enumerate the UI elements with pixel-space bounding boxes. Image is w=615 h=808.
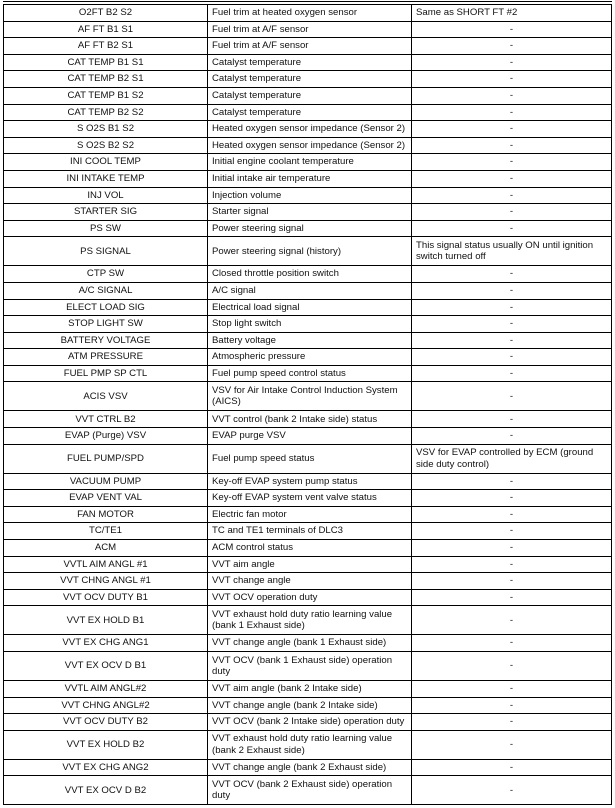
item-cell: A/C SIGNAL xyxy=(4,282,208,299)
item-cell: FUEL PMP SP CTL xyxy=(4,365,208,382)
description-cell: VVT OCV (bank 2 Intake side) operation duty xyxy=(208,714,412,731)
table-row xyxy=(4,759,612,776)
table-row xyxy=(4,730,612,759)
table-row xyxy=(4,170,612,187)
item-cell: STOP LIGHT SW xyxy=(4,316,208,333)
table-row xyxy=(4,220,612,237)
table-row xyxy=(4,365,612,382)
description-cell: EVAP purge VSV xyxy=(208,428,412,445)
description-cell: Battery voltage xyxy=(208,332,412,349)
description-cell: Heated oxygen sensor impedance (Sensor 2) xyxy=(208,121,412,138)
description-cell: TC and TE1 terminals of DLC3 xyxy=(208,523,412,540)
note-cell: - xyxy=(412,411,612,428)
note-cell: - xyxy=(412,38,612,55)
description-cell: Closed throttle position switch xyxy=(208,266,412,283)
item-cell: CAT TEMP B2 S1 xyxy=(4,71,208,88)
item-cell: AF FT B1 S1 xyxy=(4,21,208,38)
note-cell: - xyxy=(412,606,612,635)
description-cell: Initial intake air temperature xyxy=(208,170,412,187)
description-cell: Fuel pump speed status xyxy=(208,444,412,473)
note-cell: - xyxy=(412,523,612,540)
note-cell: - xyxy=(412,282,612,299)
item-cell: ACM xyxy=(4,540,208,557)
table-row xyxy=(4,606,612,635)
table-row xyxy=(4,556,612,573)
table-row xyxy=(4,523,612,540)
item-cell: ATM PRESSURE xyxy=(4,349,208,366)
table-row xyxy=(4,473,612,490)
table-row xyxy=(4,714,612,731)
description-cell: VSV for Air Intake Control Induction System (AICS) xyxy=(208,382,412,411)
note-cell: Same as SHORT FT #2 xyxy=(412,5,612,22)
description-cell: Power steering signal (history) xyxy=(208,237,412,266)
item-cell: EVAP VENT VAL xyxy=(4,490,208,507)
note-cell: - xyxy=(412,759,612,776)
table-row xyxy=(4,573,612,590)
description-cell: A/C signal xyxy=(208,282,412,299)
item-cell: TC/TE1 xyxy=(4,523,208,540)
table-row xyxy=(4,87,612,104)
description-cell: Fuel trim at A/F sensor xyxy=(208,38,412,55)
description-cell: VVT OCV (bank 1 Exhaust side) operation duty xyxy=(208,652,412,681)
table-row xyxy=(4,121,612,138)
description-cell: Injection volume xyxy=(208,187,412,204)
note-cell: - xyxy=(412,104,612,121)
item-cell: AF FT B2 S1 xyxy=(4,38,208,55)
item-cell: ELECT LOAD SIG xyxy=(4,299,208,316)
note-cell: - xyxy=(412,697,612,714)
description-cell: Power steering signal xyxy=(208,220,412,237)
note-cell: - xyxy=(412,71,612,88)
description-cell: Key-off EVAP system vent valve status xyxy=(208,490,412,507)
description-cell: VVT exhaust hold duty ratio learning value (bank 2 Exhaust side) xyxy=(208,730,412,759)
table-row xyxy=(4,5,612,22)
description-cell: VVT OCV operation duty xyxy=(208,589,412,606)
note-cell: - xyxy=(412,332,612,349)
description-cell: Fuel trim at heated oxygen sensor xyxy=(208,5,412,22)
note-cell: - xyxy=(412,714,612,731)
description-cell: Electric fan motor xyxy=(208,506,412,523)
item-cell: PS SW xyxy=(4,220,208,237)
table-row xyxy=(4,282,612,299)
table-row xyxy=(4,540,612,557)
description-cell: VVT change angle (bank 2 Intake side) xyxy=(208,697,412,714)
note-cell: - xyxy=(412,154,612,171)
note-cell: - xyxy=(412,490,612,507)
table-row xyxy=(4,411,612,428)
description-cell: Initial engine coolant temperature xyxy=(208,154,412,171)
item-cell: VVT CTRL B2 xyxy=(4,411,208,428)
item-cell: VVT CHNG ANGL #1 xyxy=(4,573,208,590)
description-cell: Catalyst temperature xyxy=(208,71,412,88)
table-row xyxy=(4,104,612,121)
note-cell: - xyxy=(412,204,612,221)
note-cell: - xyxy=(412,54,612,71)
item-cell: BATTERY VOLTAGE xyxy=(4,332,208,349)
table-row xyxy=(4,154,612,171)
table-row xyxy=(4,697,612,714)
item-cell: ACIS VSV xyxy=(4,382,208,411)
item-cell: PS SIGNAL xyxy=(4,237,208,266)
item-cell: VVTL AIM ANGL#2 xyxy=(4,681,208,698)
item-cell: EVAP (Purge) VSV xyxy=(4,428,208,445)
description-cell: VVT aim angle (bank 2 Intake side) xyxy=(208,681,412,698)
table-row xyxy=(4,681,612,698)
description-cell: Catalyst temperature xyxy=(208,54,412,71)
table-row xyxy=(4,635,612,652)
note-cell: - xyxy=(412,137,612,154)
table-top-rule xyxy=(3,1,612,2)
description-cell: VVT change angle xyxy=(208,573,412,590)
table-row xyxy=(4,137,612,154)
item-cell: VVT CHNG ANGL#2 xyxy=(4,697,208,714)
table-row xyxy=(4,506,612,523)
description-cell: Key-off EVAP system pump status xyxy=(208,473,412,490)
data-list-table-container xyxy=(3,0,612,805)
note-cell: - xyxy=(412,573,612,590)
description-cell: Electrical load signal xyxy=(208,299,412,316)
note-cell: - xyxy=(412,266,612,283)
item-cell: FAN MOTOR xyxy=(4,506,208,523)
description-cell: Fuel trim at A/F sensor xyxy=(208,21,412,38)
description-cell: VVT control (bank 2 Intake side) status xyxy=(208,411,412,428)
table-row xyxy=(4,490,612,507)
note-cell: - xyxy=(412,589,612,606)
description-cell: VVT OCV (bank 2 Exhaust side) operation duty xyxy=(208,776,412,805)
item-cell: VVT OCV DUTY B2 xyxy=(4,714,208,731)
item-cell: INI INTAKE TEMP xyxy=(4,170,208,187)
item-cell: STARTER SIG xyxy=(4,204,208,221)
note-cell: - xyxy=(412,506,612,523)
description-cell: VVT change angle (bank 1 Exhaust side) xyxy=(208,635,412,652)
note-cell: VSV for EVAP controlled by ECM (ground side duty control) xyxy=(412,444,612,473)
description-cell: ACM control status xyxy=(208,540,412,557)
note-cell: - xyxy=(412,121,612,138)
note-cell: - xyxy=(412,681,612,698)
note-cell: - xyxy=(412,776,612,805)
note-cell: - xyxy=(412,170,612,187)
table-row xyxy=(4,21,612,38)
description-cell: Starter signal xyxy=(208,204,412,221)
item-cell: CAT TEMP B2 S2 xyxy=(4,104,208,121)
note-cell: - xyxy=(412,652,612,681)
item-cell: VVT EX HOLD B2 xyxy=(4,730,208,759)
table-row xyxy=(4,652,612,681)
table-row xyxy=(4,428,612,445)
item-cell: S O2S B2 S2 xyxy=(4,137,208,154)
note-cell: - xyxy=(412,473,612,490)
note-cell: - xyxy=(412,540,612,557)
table-row xyxy=(4,444,612,473)
item-cell: VVT EX HOLD B1 xyxy=(4,606,208,635)
description-cell: Catalyst temperature xyxy=(208,87,412,104)
note-cell: - xyxy=(412,220,612,237)
table-row xyxy=(4,382,612,411)
item-cell: VACUUM PUMP xyxy=(4,473,208,490)
table-row xyxy=(4,38,612,55)
item-cell: INJ VOL xyxy=(4,187,208,204)
note-cell: - xyxy=(412,556,612,573)
item-cell: VVT EX CHG ANG2 xyxy=(4,759,208,776)
note-cell: - xyxy=(412,187,612,204)
table-row xyxy=(4,332,612,349)
table-row xyxy=(4,589,612,606)
table-row xyxy=(4,71,612,88)
note-cell: - xyxy=(412,730,612,759)
note-cell: - xyxy=(412,635,612,652)
description-cell: Stop light switch xyxy=(208,316,412,333)
item-cell: CAT TEMP B1 S1 xyxy=(4,54,208,71)
table-row xyxy=(4,237,612,266)
note-cell: This signal status usually ON until ignition switch turned off xyxy=(412,237,612,266)
item-cell: O2FT B2 S2 xyxy=(4,5,208,22)
table-row xyxy=(4,54,612,71)
description-cell: Heated oxygen sensor impedance (Sensor 2) xyxy=(208,137,412,154)
table-row xyxy=(4,316,612,333)
data-list-table xyxy=(3,4,612,805)
table-row xyxy=(4,776,612,805)
item-cell: S O2S B1 S2 xyxy=(4,121,208,138)
table-row xyxy=(4,266,612,283)
table-row xyxy=(4,204,612,221)
description-cell: Atmospheric pressure xyxy=(208,349,412,366)
item-cell: VVT EX OCV D B1 xyxy=(4,652,208,681)
description-cell: VVT exhaust hold duty ratio learning value (bank 1 Exhaust side) xyxy=(208,606,412,635)
description-cell: VVT aim angle xyxy=(208,556,412,573)
description-cell: Fuel pump speed control status xyxy=(208,365,412,382)
item-cell: CAT TEMP B1 S2 xyxy=(4,87,208,104)
item-cell: CTP SW xyxy=(4,266,208,283)
item-cell: VVT EX OCV D B2 xyxy=(4,776,208,805)
note-cell: - xyxy=(412,365,612,382)
table-row xyxy=(4,299,612,316)
note-cell: - xyxy=(412,382,612,411)
note-cell: - xyxy=(412,87,612,104)
note-cell: - xyxy=(412,349,612,366)
note-cell: - xyxy=(412,316,612,333)
note-cell: - xyxy=(412,299,612,316)
item-cell: VVTL AIM ANGL #1 xyxy=(4,556,208,573)
note-cell: - xyxy=(412,21,612,38)
description-cell: Catalyst temperature xyxy=(208,104,412,121)
table-row xyxy=(4,187,612,204)
item-cell: FUEL PUMP/SPD xyxy=(4,444,208,473)
item-cell: VVT EX CHG ANG1 xyxy=(4,635,208,652)
note-cell: - xyxy=(412,428,612,445)
item-cell: INI COOL TEMP xyxy=(4,154,208,171)
description-cell: VVT change angle (bank 2 Exhaust side) xyxy=(208,759,412,776)
item-cell: VVT OCV DUTY B1 xyxy=(4,589,208,606)
table-row xyxy=(4,349,612,366)
